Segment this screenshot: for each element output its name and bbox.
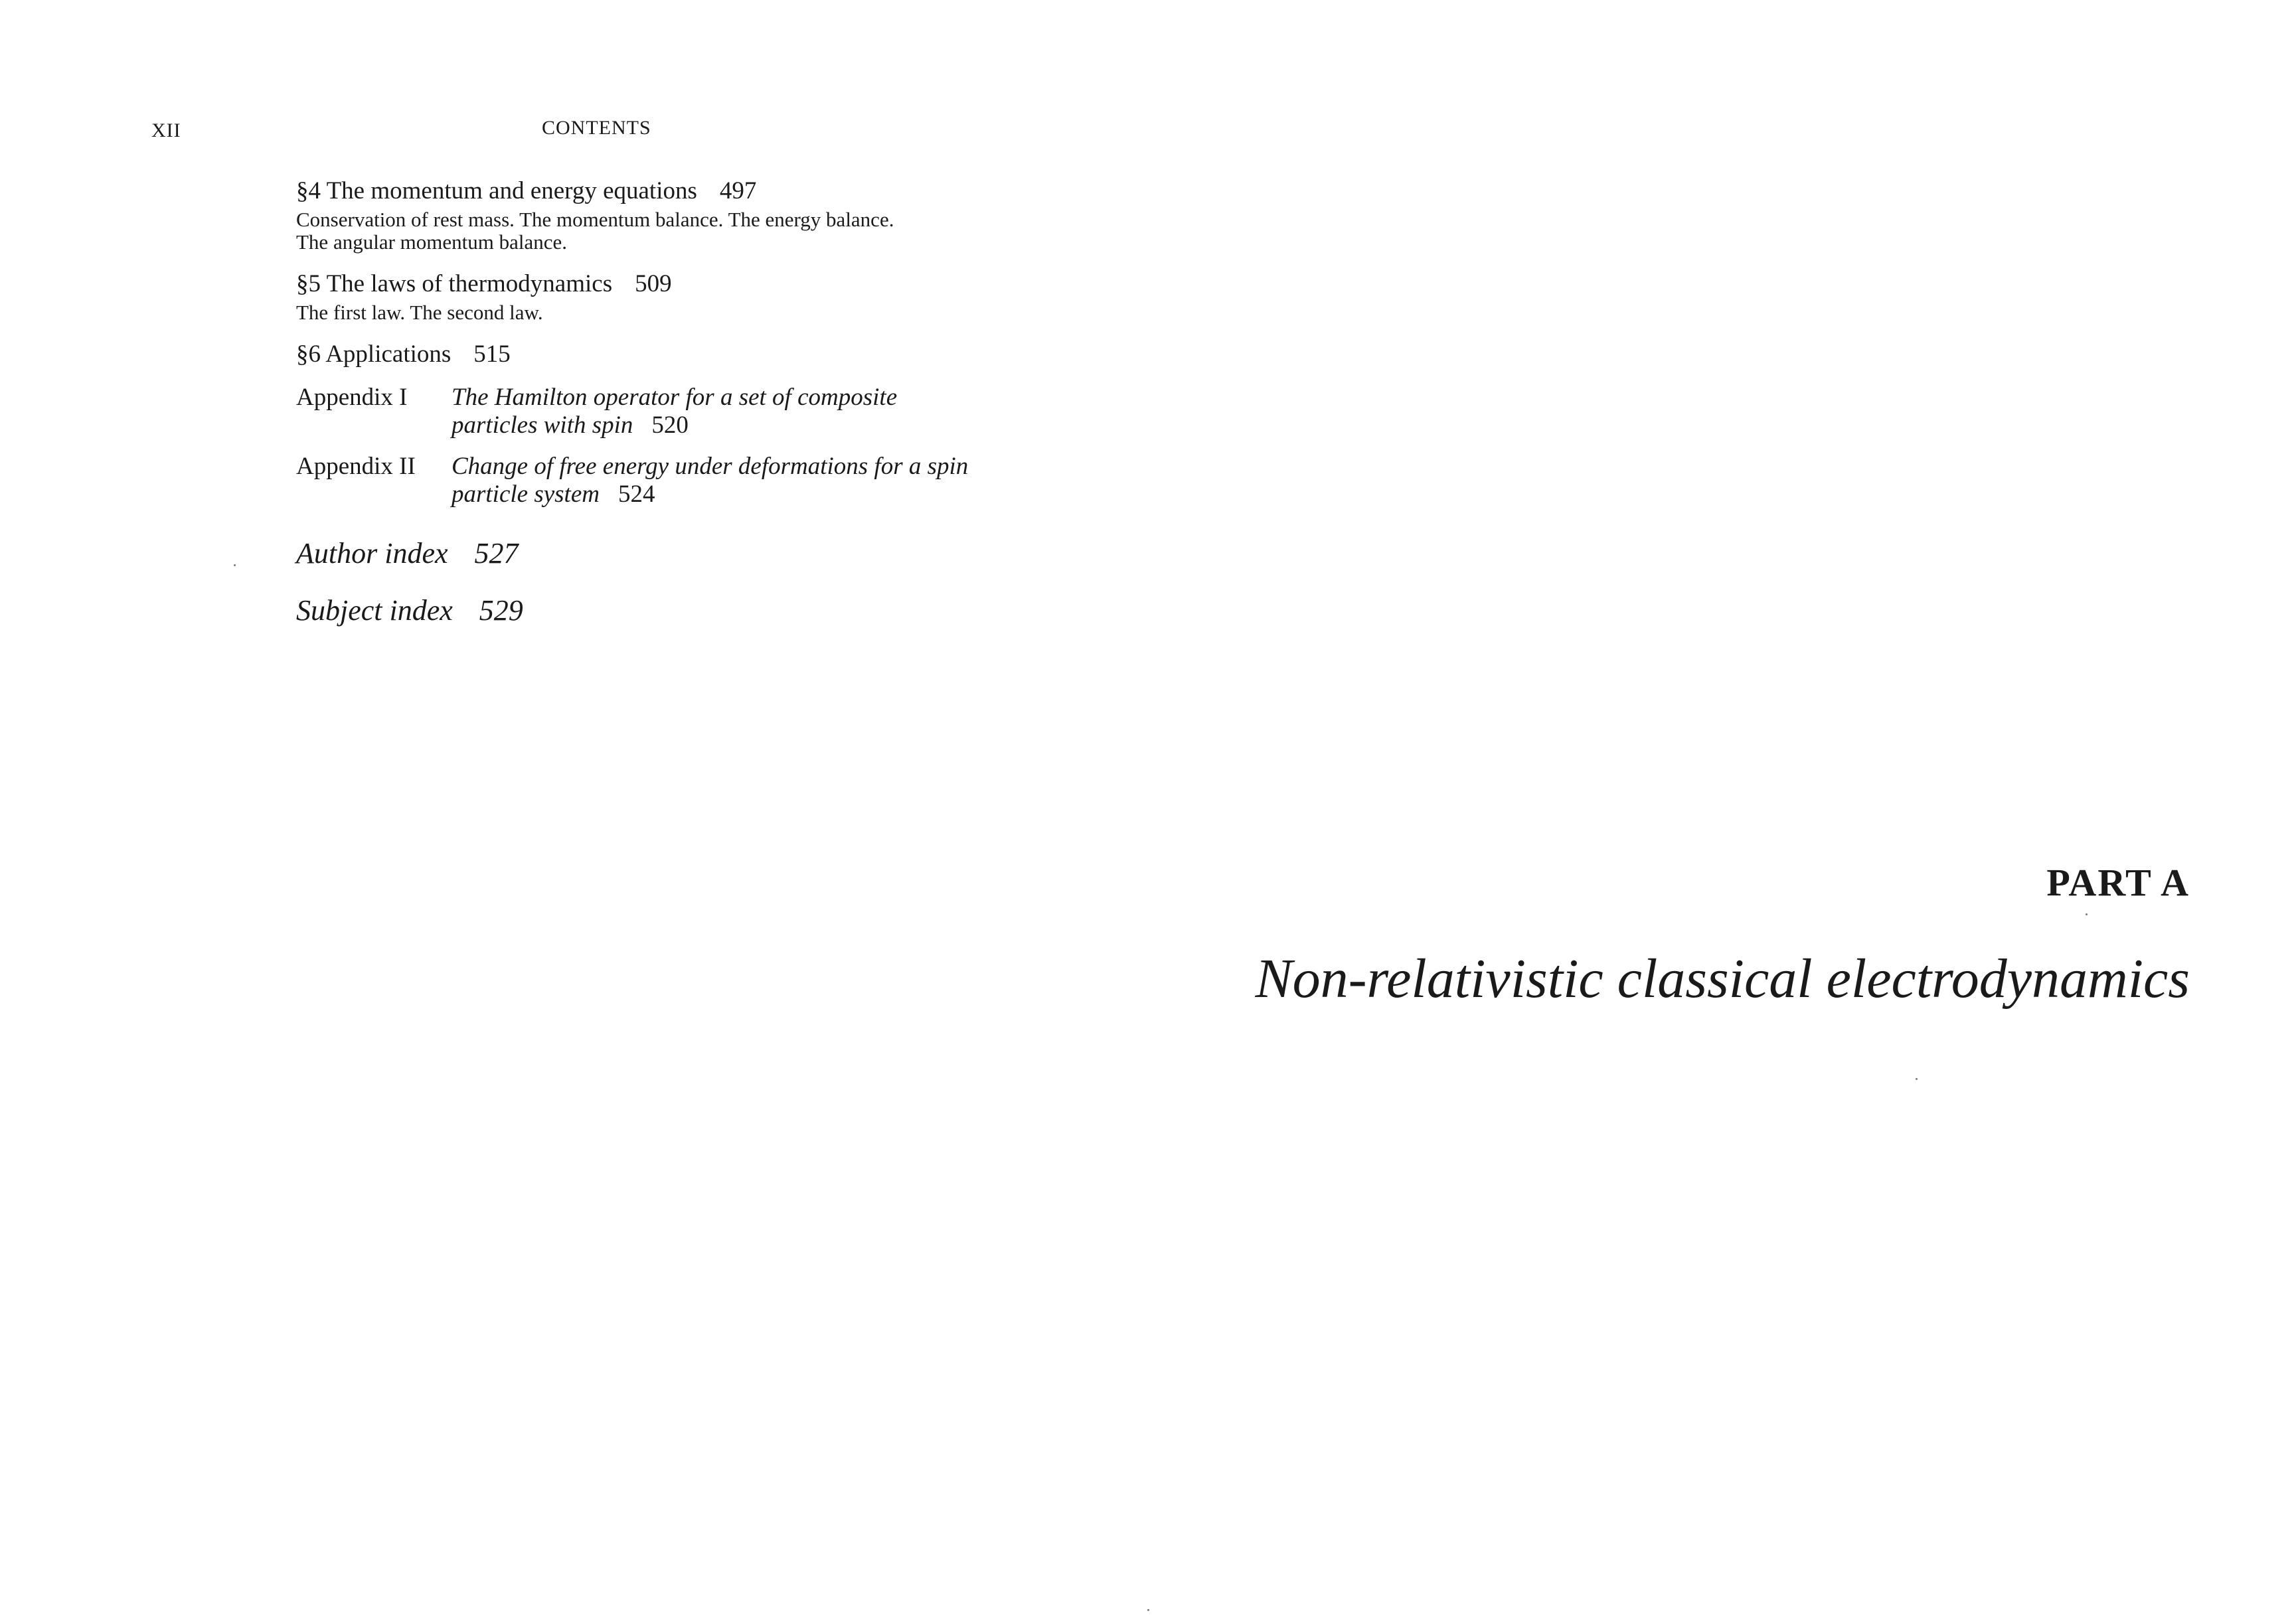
appendix-title: Change of free energy under deformations for a spin particle system (451, 453, 969, 508)
section-heading (296, 269, 1066, 299)
appendix-title: The Hamilton operator for a set of composite particles with spin (451, 384, 898, 439)
section-title: §4 The momentum and energy equations (296, 177, 697, 204)
right-page (1148, 0, 2296, 1615)
part-title: Non-relativistic classical electrodynamics (1255, 948, 2190, 1010)
section-title: §5 The laws of thermodynamics (296, 270, 613, 297)
section-title: §6 Applications (296, 341, 451, 368)
scan-speck (1916, 1078, 1918, 1080)
toc-subject-index (296, 593, 1066, 628)
toc-section-5 (296, 269, 1066, 324)
index-title: Author index (296, 537, 448, 570)
section-heading (296, 340, 1066, 369)
appendix-entry (451, 384, 897, 439)
toc-author-index (296, 536, 1066, 571)
running-head: CONTENTS (542, 117, 651, 139)
toc-appendix-1 (296, 384, 1066, 439)
section-page: 515 (473, 341, 511, 368)
section-page: 497 (719, 177, 757, 204)
appendix-page: 524 (617, 481, 655, 508)
index-page: 527 (474, 537, 519, 570)
appendix-label: Appendix II (296, 453, 416, 480)
section-heading (296, 177, 1066, 206)
table-of-contents (296, 177, 1066, 628)
index-title: Subject index (296, 594, 453, 627)
appendix-entry (451, 453, 968, 508)
section-description: The first law. The second law. (296, 301, 543, 324)
scan-speck (1147, 1609, 1149, 1611)
appendix-label: Appendix I (296, 384, 408, 411)
appendix-page: 520 (651, 412, 689, 439)
toc-appendix-2 (296, 453, 1066, 508)
page-number: XII (151, 119, 181, 141)
section-page: 509 (635, 270, 672, 297)
section-description: Conservation of rest mass. The momentum balance. The energy balance. The angular momentum balance. (296, 208, 894, 254)
scan-speck (2086, 913, 2088, 915)
scan-speck (234, 564, 236, 566)
part-label: PART A (2046, 861, 2190, 904)
index-page: 529 (479, 594, 523, 627)
toc-section-6 (296, 340, 1066, 369)
toc-section-4 (296, 177, 1066, 254)
